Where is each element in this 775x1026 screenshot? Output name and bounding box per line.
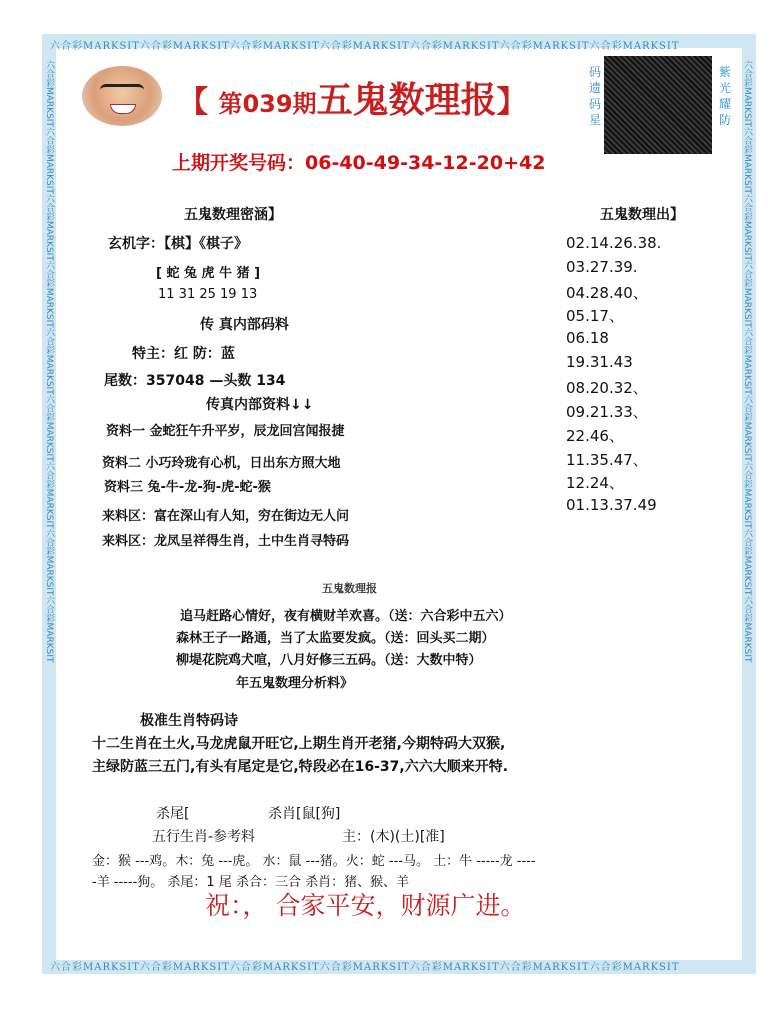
section-title-right: 五鬼数理出】: [600, 207, 684, 223]
page-title: [178, 72, 527, 123]
wuxing-line-2: -羊 -----狗。 杀尾：1 尾 杀合：三合 杀肖：猪、猴、羊: [92, 875, 410, 890]
wuxing-line-1: 金：猴 ---鸡。木：兔 ---虎。 水：鼠 ---猪。火：蛇 ---马。 土：牛 -----龙 ----: [92, 854, 536, 869]
watermark-bottom: 六合彩MARKSIT六合彩MARKSIT六合彩MARKSIT六合彩MARKSIT六合彩MARKSIT六合彩MARKSIT六合彩MARKSIT: [50, 962, 680, 973]
title-bracket-open: 【: [178, 85, 208, 120]
number-row: 04.28.40、: [566, 284, 648, 302]
ziliao-2: 资料二 小巧玲珑有心机，日出东方照大地: [102, 456, 341, 471]
poem-line-2: 主绿防蓝三五门,有头有尾定是它,特段必在16-37,六六大顺来开特.: [92, 759, 509, 775]
middle-subtitle: 五鬼数理报: [322, 582, 377, 595]
title-bracket-close: 】: [496, 85, 527, 120]
tezhu-line: 特主：红 防：蓝: [132, 346, 235, 362]
shawei-label: 杀尾[: [156, 806, 190, 822]
tag-left: 码 遗 码 星: [588, 65, 601, 127]
watermark-left: 六合彩MARKSIT六合彩MARKSIT六合彩MARKSIT六合彩MARKSIT六合彩MARKSIT六合彩MARKSIT六合彩MARKSIT六合彩MARKSIT六合彩MARKSIT: [44, 60, 54, 663]
smile-icon: [110, 104, 136, 114]
section-title-left: 五鬼数理密涵】: [184, 207, 282, 223]
laoliao-1: 来料区：富在深山有人知，穷在街边无人问: [102, 509, 350, 524]
fax-title: 传 真内部码料: [200, 317, 289, 333]
avatar-photo: [82, 66, 162, 126]
qr-code-image: [604, 56, 712, 154]
glasses-icon: [100, 84, 144, 97]
watermark-top: 六合彩MARKSIT六合彩MARKSIT六合彩MARKSIT六合彩MARKSIT六合彩MARKSIT六合彩MARKSIT六合彩MARKSIT: [50, 41, 680, 52]
number-row: 08.20.32、: [566, 379, 648, 397]
ziliao-3: 资料三 兔-牛-龙-狗-虎-蛇-猴: [104, 480, 271, 495]
laoliao-2: 来料区：龙凤呈祥得生肖，土中生肖寻特码: [102, 534, 350, 549]
ziliao-1: 资料一 金蛇狂午升平岁，辰龙回宫闻报捷: [106, 424, 345, 439]
number-row: 05.17、: [566, 307, 624, 325]
tag-right: 紫 光 耀 防: [718, 65, 731, 127]
zhu-label: 主：(木)(土)[准]: [342, 829, 445, 845]
poem-title: 极准生肖特码诗: [140, 713, 238, 729]
number-row: 03.27.39.: [566, 258, 638, 276]
middle-line-2: 森林王子一路通，当了太监要发疯。（送：回头买二期）: [176, 631, 495, 646]
shaxiao-label: 杀肖[鼠[狗]: [268, 806, 341, 822]
wuxing-label: 五行生肖-参考料: [152, 829, 256, 845]
paper-name: 五鬼数理报: [316, 79, 497, 121]
middle-line-3: 柳堤花院鸡犬喧，八月好修三五码。（送：大数中特）: [176, 653, 482, 668]
number-row: 11.35.47、: [566, 451, 648, 469]
number-row: 06.18: [566, 329, 609, 347]
fax-title-2: 传真内部资料↓↓: [206, 397, 314, 413]
middle-line-1: 追马赶路心情好，夜有横财羊欢喜。（送：六合彩中五六）: [180, 609, 512, 624]
number-row: 12.24、: [566, 474, 624, 492]
last-draw-numbers: 上期开奖号码：06-40-49-34-12-20+42: [172, 152, 546, 174]
zodiac-numbers: 11 31 25 19 13: [158, 287, 258, 302]
middle-line-4: 年五鬼数理分析料》: [236, 676, 354, 691]
xuanji-line: 玄机字：【棋】《棋子》: [108, 236, 248, 252]
weishu-line: 尾数：357048 —头数 134: [104, 373, 286, 389]
number-row: 22.46、: [566, 427, 624, 445]
number-row: 01.13.37.49: [566, 496, 657, 514]
zodiac-line: [ 蛇 兔 虎 牛 猪 ]: [156, 266, 261, 281]
number-row: 09.21.33、: [566, 403, 648, 421]
blessing-text: 祝：， 合家平安，财源广进。: [205, 891, 526, 920]
issue-number: 第039期: [218, 90, 317, 118]
number-row: 02.14.26.38.: [566, 234, 662, 252]
poem-line-1: 十二生肖在土火,马龙虎鼠开旺它,上期生肖开老猪,今期特码大双猴,: [92, 736, 506, 752]
number-row: 19.31.43: [566, 353, 633, 371]
watermark-right: 六合彩MARKSIT六合彩MARKSIT六合彩MARKSIT六合彩MARKSIT六合彩MARKSIT六合彩MARKSIT六合彩MARKSIT六合彩MARKSIT六合彩MARKSIT: [742, 60, 752, 663]
